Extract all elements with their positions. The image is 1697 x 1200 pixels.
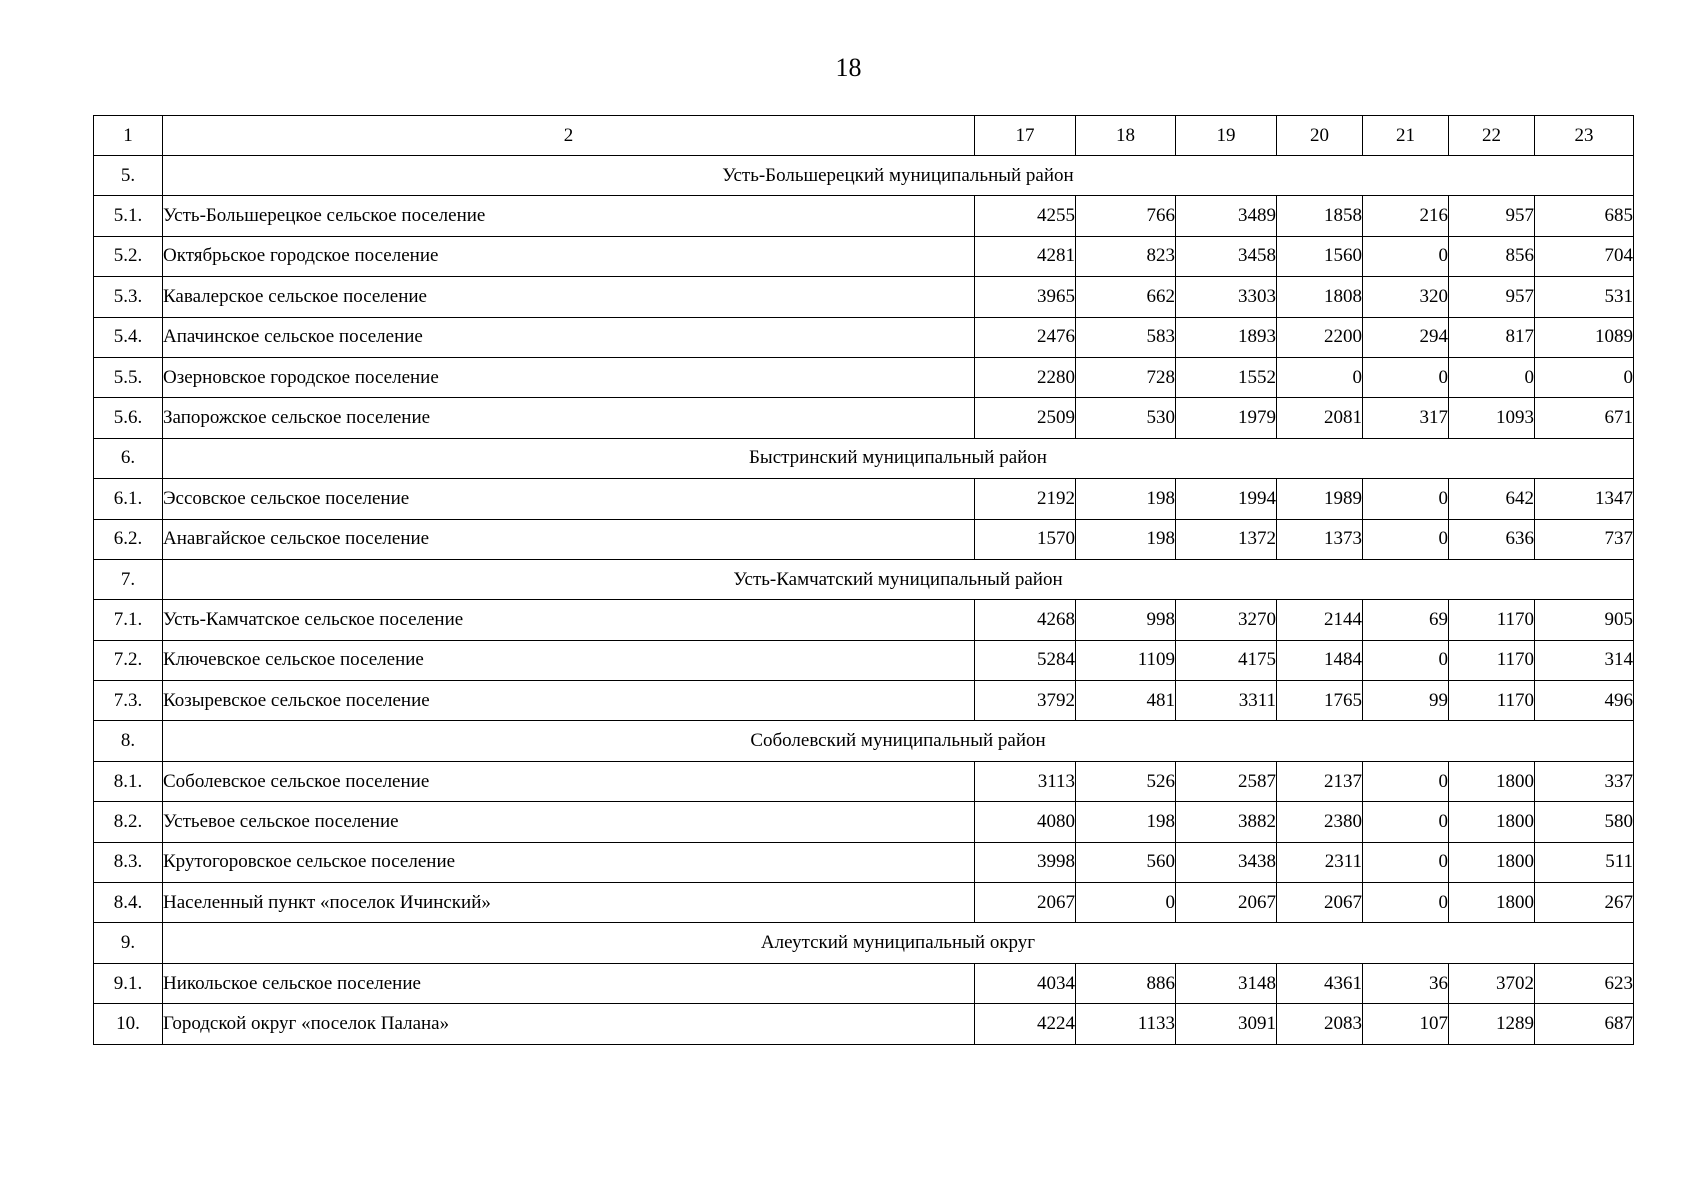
value-cell: 4080 xyxy=(975,802,1076,842)
table-row xyxy=(94,277,1634,317)
value-cell: 886 xyxy=(1076,963,1176,1003)
value-cell: 560 xyxy=(1076,842,1176,882)
value-cell: 1552 xyxy=(1176,357,1277,397)
value-cell: 2144 xyxy=(1277,600,1363,640)
value-cell: 3702 xyxy=(1449,963,1535,1003)
row-number: 8.2. xyxy=(94,802,163,842)
value-cell: 4281 xyxy=(975,236,1076,276)
value-cell: 1560 xyxy=(1277,236,1363,276)
table-body xyxy=(94,116,1634,1045)
value-cell: 3998 xyxy=(975,842,1076,882)
row-number: 5.4. xyxy=(94,317,163,357)
value-cell: 3148 xyxy=(1176,963,1277,1003)
table-row xyxy=(94,963,1634,1003)
value-cell: 2280 xyxy=(975,357,1076,397)
row-number: 7.3. xyxy=(94,681,163,721)
table-row xyxy=(94,802,1634,842)
value-cell: 1800 xyxy=(1449,761,1535,801)
section-title: Усть-Камчатский муниципальный район xyxy=(163,559,1634,599)
value-cell: 1765 xyxy=(1277,681,1363,721)
value-cell: 636 xyxy=(1449,519,1535,559)
value-cell: 0 xyxy=(1363,842,1449,882)
table-row xyxy=(94,1004,1634,1044)
settlement-name: Эссовское сельское поселение xyxy=(163,479,975,519)
row-number: 8.3. xyxy=(94,842,163,882)
value-cell: 0 xyxy=(1363,640,1449,680)
value-cell: 1109 xyxy=(1076,640,1176,680)
value-cell: 2380 xyxy=(1277,802,1363,842)
settlement-name: Никольское сельское поселение xyxy=(163,963,975,1003)
value-cell: 685 xyxy=(1535,196,1634,236)
section-number: 6. xyxy=(94,438,163,478)
column-header: 22 xyxy=(1449,116,1535,156)
value-cell: 0 xyxy=(1449,357,1535,397)
section-number: 7. xyxy=(94,559,163,599)
table-row xyxy=(94,196,1634,236)
value-cell: 317 xyxy=(1363,398,1449,438)
value-cell: 0 xyxy=(1535,357,1634,397)
settlement-name: Запорожское сельское поселение xyxy=(163,398,975,438)
value-cell: 3113 xyxy=(975,761,1076,801)
value-cell: 0 xyxy=(1363,357,1449,397)
section-number: 5. xyxy=(94,156,163,196)
value-cell: 3270 xyxy=(1176,600,1277,640)
value-cell: 905 xyxy=(1535,600,1634,640)
section-number: 9. xyxy=(94,923,163,963)
column-header: 2 xyxy=(163,116,975,156)
row-number: 7.1. xyxy=(94,600,163,640)
row-number: 5.3. xyxy=(94,277,163,317)
table-row xyxy=(94,357,1634,397)
value-cell: 704 xyxy=(1535,236,1634,276)
table-row xyxy=(94,600,1634,640)
value-cell: 1089 xyxy=(1535,317,1634,357)
section-number: 8. xyxy=(94,721,163,761)
value-cell: 4361 xyxy=(1277,963,1363,1003)
settlement-name: Населенный пункт «поселок Ичинский» xyxy=(163,883,975,923)
value-cell: 1994 xyxy=(1176,479,1277,519)
section-row xyxy=(94,559,1634,599)
value-cell: 2509 xyxy=(975,398,1076,438)
value-cell: 496 xyxy=(1535,681,1634,721)
value-cell: 1093 xyxy=(1449,398,1535,438)
value-cell: 1133 xyxy=(1076,1004,1176,1044)
settlement-name: Апачинское сельское поселение xyxy=(163,317,975,357)
value-cell: 1800 xyxy=(1449,802,1535,842)
value-cell: 3882 xyxy=(1176,802,1277,842)
value-cell: 3489 xyxy=(1176,196,1277,236)
value-cell: 1808 xyxy=(1277,277,1363,317)
value-cell: 2067 xyxy=(1277,883,1363,923)
row-number: 7.2. xyxy=(94,640,163,680)
row-number: 5.1. xyxy=(94,196,163,236)
value-cell: 1858 xyxy=(1277,196,1363,236)
value-cell: 4268 xyxy=(975,600,1076,640)
value-cell: 2311 xyxy=(1277,842,1363,882)
column-header: 23 xyxy=(1535,116,1634,156)
value-cell: 580 xyxy=(1535,802,1634,842)
value-cell: 1800 xyxy=(1449,842,1535,882)
value-cell: 1289 xyxy=(1449,1004,1535,1044)
row-number: 5.2. xyxy=(94,236,163,276)
section-title: Быстринский муниципальный район xyxy=(163,438,1634,478)
settlement-name: Крутогоровское сельское поселение xyxy=(163,842,975,882)
table-row xyxy=(94,236,1634,276)
value-cell: 3311 xyxy=(1176,681,1277,721)
value-cell: 2137 xyxy=(1277,761,1363,801)
row-number: 6.1. xyxy=(94,479,163,519)
value-cell: 0 xyxy=(1363,236,1449,276)
settlement-name: Усть-Камчатское сельское поселение xyxy=(163,600,975,640)
column-header: 18 xyxy=(1076,116,1176,156)
row-number: 6.2. xyxy=(94,519,163,559)
column-header: 20 xyxy=(1277,116,1363,156)
table-row xyxy=(94,479,1634,519)
value-cell: 2476 xyxy=(975,317,1076,357)
settlement-name: Усть-Большерецкое сельское поселение xyxy=(163,196,975,236)
table-row xyxy=(94,681,1634,721)
value-cell: 4255 xyxy=(975,196,1076,236)
value-cell: 3792 xyxy=(975,681,1076,721)
value-cell: 0 xyxy=(1363,519,1449,559)
value-cell: 3438 xyxy=(1176,842,1277,882)
row-number: 8.1. xyxy=(94,761,163,801)
value-cell: 531 xyxy=(1535,277,1634,317)
value-cell: 511 xyxy=(1535,842,1634,882)
value-cell: 481 xyxy=(1076,681,1176,721)
row-number: 9.1. xyxy=(94,963,163,1003)
value-cell: 1989 xyxy=(1277,479,1363,519)
value-cell: 1979 xyxy=(1176,398,1277,438)
table-row xyxy=(94,317,1634,357)
value-cell: 4224 xyxy=(975,1004,1076,1044)
value-cell: 314 xyxy=(1535,640,1634,680)
value-cell: 2081 xyxy=(1277,398,1363,438)
value-cell: 198 xyxy=(1076,519,1176,559)
value-cell: 5284 xyxy=(975,640,1076,680)
column-header: 21 xyxy=(1363,116,1449,156)
row-number: 5.5. xyxy=(94,357,163,397)
value-cell: 216 xyxy=(1363,196,1449,236)
value-cell: 294 xyxy=(1363,317,1449,357)
value-cell: 2200 xyxy=(1277,317,1363,357)
value-cell: 687 xyxy=(1535,1004,1634,1044)
value-cell: 36 xyxy=(1363,963,1449,1003)
section-title: Алеутский муниципальный округ xyxy=(163,923,1634,963)
value-cell: 1570 xyxy=(975,519,1076,559)
value-cell: 2067 xyxy=(1176,883,1277,923)
value-cell: 0 xyxy=(1363,761,1449,801)
value-cell: 737 xyxy=(1535,519,1634,559)
value-cell: 2587 xyxy=(1176,761,1277,801)
section-row xyxy=(94,438,1634,478)
section-row xyxy=(94,156,1634,196)
table-row xyxy=(94,842,1634,882)
value-cell: 766 xyxy=(1076,196,1176,236)
value-cell: 0 xyxy=(1277,357,1363,397)
value-cell: 3458 xyxy=(1176,236,1277,276)
section-row xyxy=(94,721,1634,761)
settlement-name: Кавалерское сельское поселение xyxy=(163,277,975,317)
value-cell: 0 xyxy=(1363,479,1449,519)
value-cell: 583 xyxy=(1076,317,1176,357)
page-number: 18 xyxy=(835,53,862,82)
settlement-name: Устьевое сельское поселение xyxy=(163,802,975,842)
row-number: 5.6. xyxy=(94,398,163,438)
value-cell: 1170 xyxy=(1449,600,1535,640)
value-cell: 198 xyxy=(1076,802,1176,842)
section-title: Усть-Большерецкий муниципальный район xyxy=(163,156,1634,196)
value-cell: 957 xyxy=(1449,277,1535,317)
settlement-name: Козыревское сельское поселение xyxy=(163,681,975,721)
value-cell: 1484 xyxy=(1277,640,1363,680)
value-cell: 0 xyxy=(1363,883,1449,923)
settlement-name: Городской округ «поселок Палана» xyxy=(163,1004,975,1044)
value-cell: 817 xyxy=(1449,317,1535,357)
value-cell: 320 xyxy=(1363,277,1449,317)
value-cell: 642 xyxy=(1449,479,1535,519)
value-cell: 1170 xyxy=(1449,640,1535,680)
value-cell: 0 xyxy=(1076,883,1176,923)
table-row xyxy=(94,640,1634,680)
value-cell: 337 xyxy=(1535,761,1634,801)
value-cell: 1373 xyxy=(1277,519,1363,559)
value-cell: 662 xyxy=(1076,277,1176,317)
value-cell: 3303 xyxy=(1176,277,1277,317)
value-cell: 69 xyxy=(1363,600,1449,640)
table-row xyxy=(94,519,1634,559)
settlement-name: Озерновское городское поселение xyxy=(163,357,975,397)
value-cell: 4034 xyxy=(975,963,1076,1003)
column-header: 1 xyxy=(94,116,163,156)
value-cell: 1347 xyxy=(1535,479,1634,519)
settlements-table xyxy=(93,115,1634,1045)
value-cell: 267 xyxy=(1535,883,1634,923)
settlement-name: Соболевское сельское поселение xyxy=(163,761,975,801)
value-cell: 1372 xyxy=(1176,519,1277,559)
value-cell: 3091 xyxy=(1176,1004,1277,1044)
value-cell: 107 xyxy=(1363,1004,1449,1044)
value-cell: 671 xyxy=(1535,398,1634,438)
value-cell: 3965 xyxy=(975,277,1076,317)
column-header: 19 xyxy=(1176,116,1277,156)
table-row xyxy=(94,761,1634,801)
row-number: 10. xyxy=(94,1004,163,1044)
value-cell: 2067 xyxy=(975,883,1076,923)
value-cell: 4175 xyxy=(1176,640,1277,680)
section-title: Соболевский муниципальный район xyxy=(163,721,1634,761)
value-cell: 957 xyxy=(1449,196,1535,236)
column-header: 17 xyxy=(975,116,1076,156)
settlement-name: Октябрьское городское поселение xyxy=(163,236,975,276)
value-cell: 2192 xyxy=(975,479,1076,519)
value-cell: 1893 xyxy=(1176,317,1277,357)
row-number: 8.4. xyxy=(94,883,163,923)
value-cell: 623 xyxy=(1535,963,1634,1003)
table-row xyxy=(94,883,1634,923)
settlement-name: Ключевское сельское поселение xyxy=(163,640,975,680)
value-cell: 1800 xyxy=(1449,883,1535,923)
value-cell: 99 xyxy=(1363,681,1449,721)
value-cell: 856 xyxy=(1449,236,1535,276)
settlement-name: Анавгайское сельское поселение xyxy=(163,519,975,559)
table-row xyxy=(94,398,1634,438)
value-cell: 526 xyxy=(1076,761,1176,801)
value-cell: 2083 xyxy=(1277,1004,1363,1044)
value-cell: 728 xyxy=(1076,357,1176,397)
column-number-row xyxy=(94,116,1634,156)
value-cell: 823 xyxy=(1076,236,1176,276)
value-cell: 998 xyxy=(1076,600,1176,640)
value-cell: 1170 xyxy=(1449,681,1535,721)
value-cell: 0 xyxy=(1363,802,1449,842)
section-row xyxy=(94,923,1634,963)
value-cell: 530 xyxy=(1076,398,1176,438)
value-cell: 198 xyxy=(1076,479,1176,519)
